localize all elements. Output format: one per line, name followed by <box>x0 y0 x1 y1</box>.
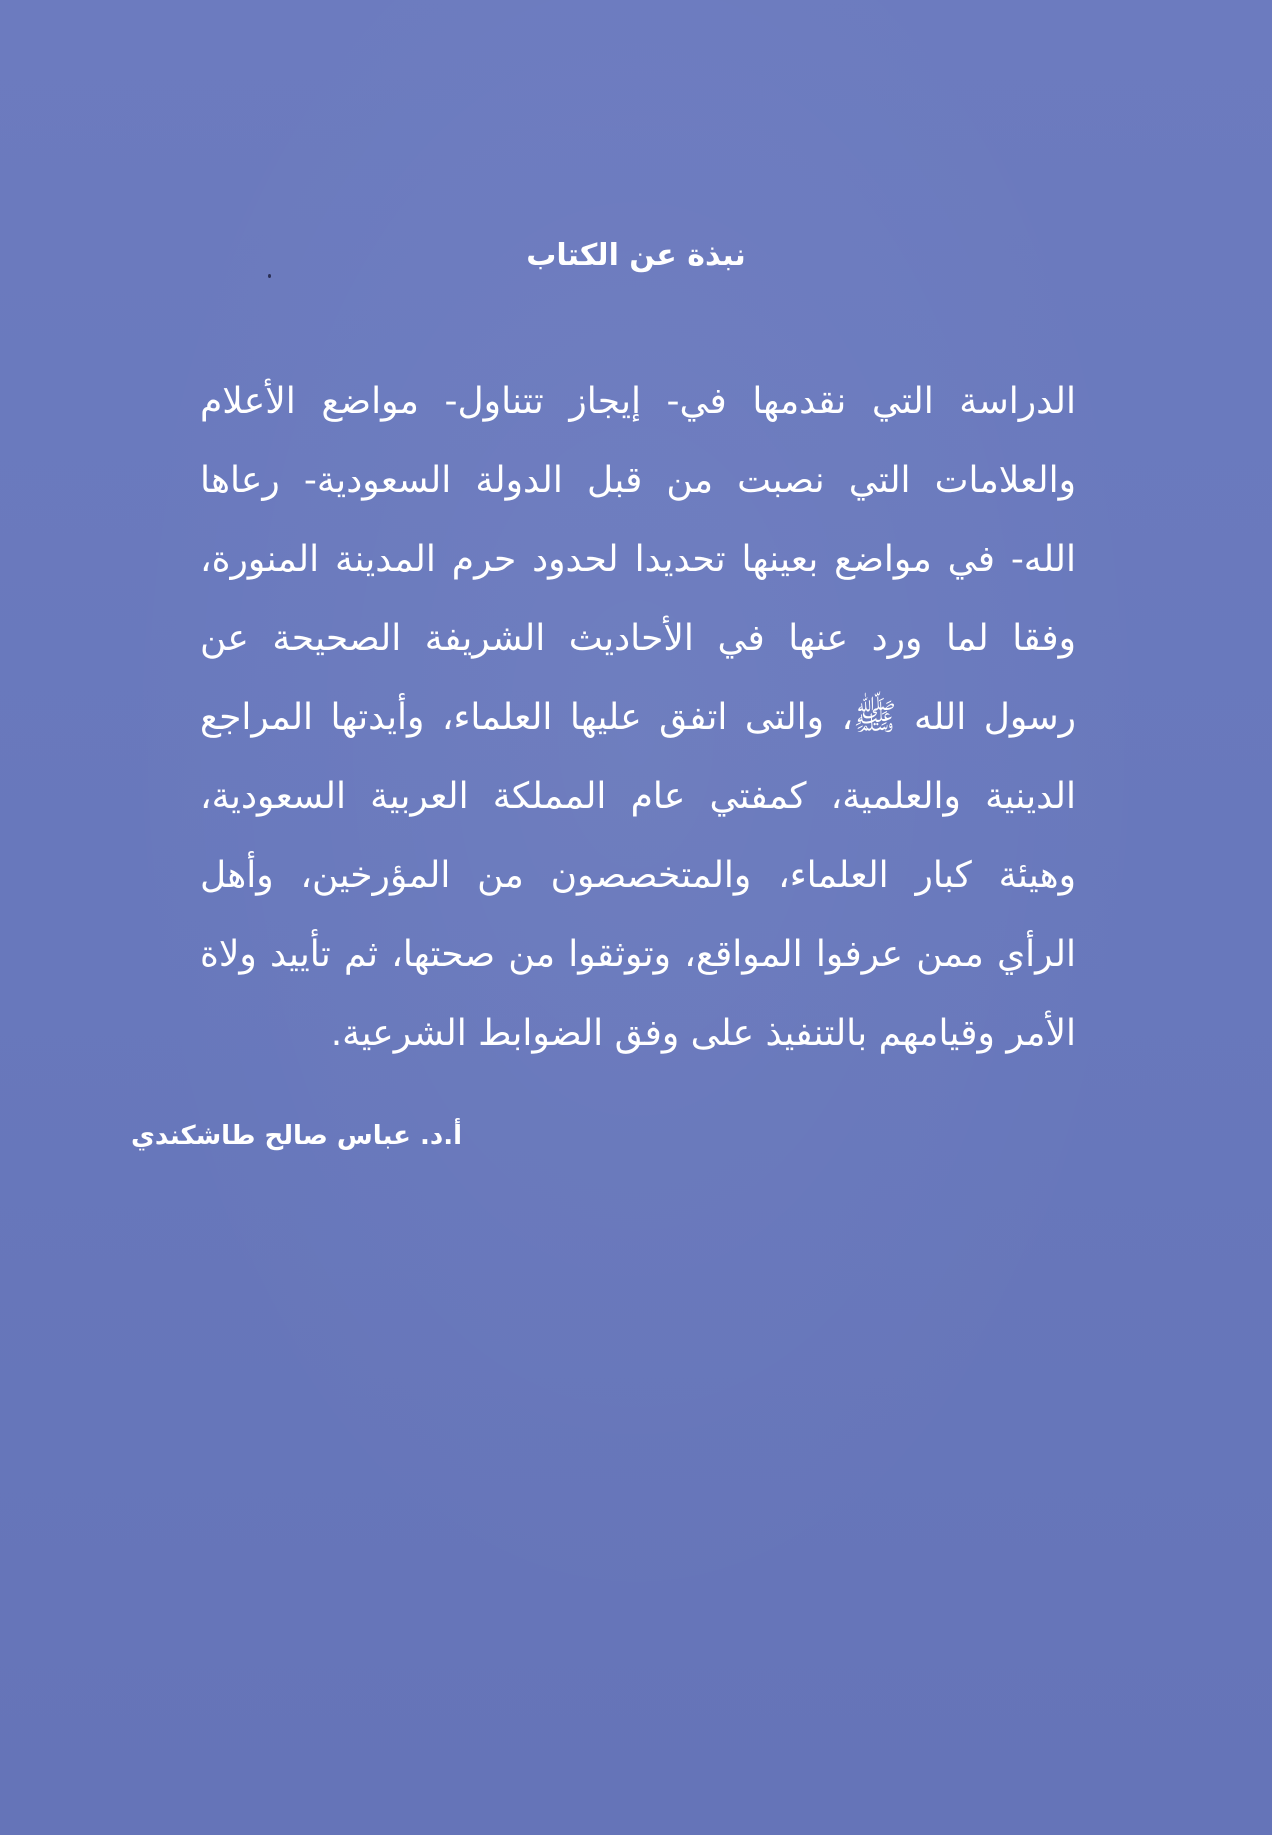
blurb-line: الدينية والعلمية، كمفتي عام المملكة العربية السعودية، <box>200 776 1076 817</box>
blurb-line: الأمر وقيامهم بالتنفيذ على وفق الضوابط الشرعية. <box>330 1013 1076 1054</box>
blurb-line: الله- في مواضع بعينها تحديدا لحدود حرم المدينة المنورة، <box>200 539 1076 580</box>
cover-heading: نبذة عن الكتاب <box>526 238 746 273</box>
blurb-line: وفقا لما ورد عنها في الأحاديث الشريفة الصحيحة عن <box>200 618 1076 659</box>
author-name: أ.د. عباس صالح طاشكندي <box>131 1121 462 1151</box>
blurb-line: الدراسة التي نقدمها في- إيجاز تتناول- مواضع الأعلام <box>200 381 1076 422</box>
blurb-line: الرأي ممن عرفوا المواقع، وتوثقوا من صحتها، ثم تأييد ولاة <box>200 934 1076 975</box>
blurb-line: والعلامات التي نصبت من قبل الدولة السعودية- رعاها <box>200 460 1076 501</box>
blurb-line: رسول الله ﷺ، والتى اتفق عليها العلماء، وأيدتها المراجع <box>200 697 1076 738</box>
blurb-line: وهيئة كبار العلماء، والمتخصصون من المؤرخين، وأهل <box>200 855 1076 896</box>
blurb-paragraph <box>200 362 1076 1073</box>
